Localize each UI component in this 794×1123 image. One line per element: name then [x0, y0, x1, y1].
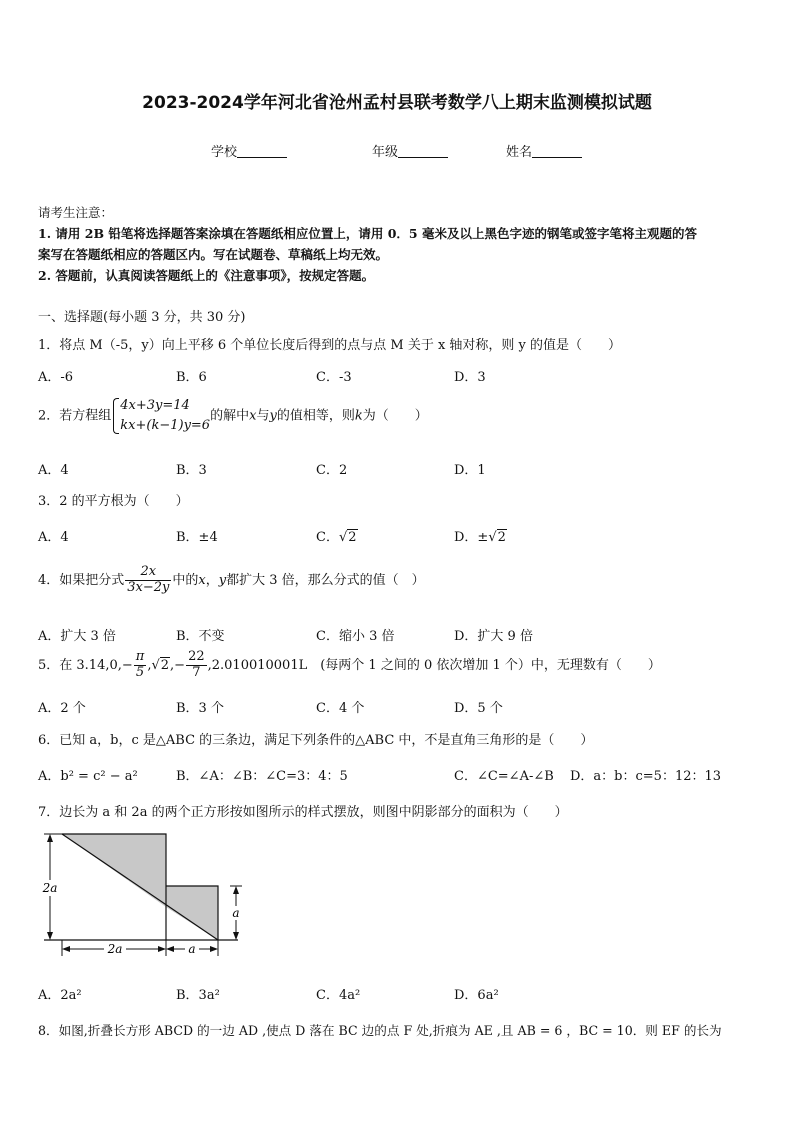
name-blank — [532, 143, 582, 158]
arrow-down — [233, 932, 239, 940]
exam-title: 2023-2024学年河北省沧州孟村县联考数学八上期末监测模拟试题 — [142, 93, 652, 113]
bottom-label-2a: 2a — [107, 942, 123, 956]
name-field — [506, 141, 582, 160]
sqrt-2: √2 — [338, 530, 357, 545]
q3-option-b: B．±4 — [176, 530, 218, 545]
question-5 — [38, 650, 661, 681]
q4-y: y — [218, 572, 227, 588]
q2-k: k — [354, 408, 363, 424]
school-blank — [237, 143, 287, 158]
q3-option-d — [454, 526, 507, 545]
q2-tail: 的值相等，则 — [276, 408, 355, 424]
fraction-22-over-7 — [186, 650, 207, 681]
notice-line-1: 1. 请用 2B 铅笔将选择题答案涂填在答题纸相应位置上，请用 0．5 毫米及以上黑色字迹的钢笔或签字笔将主观题的答 — [38, 226, 697, 241]
q4-option-b: B．不变 — [176, 629, 225, 644]
q7-option-a: A．2a² — [38, 988, 82, 1003]
arrow-down — [47, 932, 53, 940]
q2-option-a: A．4 — [38, 463, 69, 478]
sqrt-2: √2 — [488, 530, 506, 545]
radicand: 2 — [160, 657, 170, 673]
q2-and: 与 — [256, 408, 270, 424]
q2-y: y — [269, 408, 277, 424]
arrow-right — [158, 946, 166, 952]
arrow-left — [62, 946, 70, 952]
fraction-pi-over-5 — [134, 650, 147, 681]
q1-option-d: D．3 — [454, 370, 486, 385]
q4-prefix: 4．如果把分式 — [38, 572, 125, 588]
question-2 — [38, 396, 428, 436]
fraction — [125, 565, 171, 596]
denominator: 7 — [192, 664, 201, 680]
q7-option-d: D．6a² — [454, 988, 499, 1003]
q4-mid: 中的 — [172, 572, 199, 588]
q4-option-a: A．扩大 3 倍 — [38, 629, 116, 644]
q3-option-a: A．4 — [38, 530, 69, 545]
q5-prefix: 5．在 3.14,0,− — [38, 657, 133, 673]
q1-option-b: B．6 — [176, 370, 207, 385]
shaded-region-right — [166, 886, 218, 940]
q1-option-a: A．-6 — [38, 370, 74, 385]
section-heading: 一、选择题(每小题 3 分，共 30 分) — [38, 310, 246, 325]
q5-option-d: D．5 个 — [454, 701, 503, 716]
q2-option-b: B．3 — [176, 463, 207, 478]
q5-option-c: C．4 个 — [316, 701, 365, 716]
question-6: 6．已知 a，b，c 是△ABC 的三条边，满足下列条件的△ABC 中，不是直角三角形的是（ ） — [38, 733, 594, 748]
q6-option-c: C．∠C=∠A-∠B — [454, 769, 554, 784]
q4-sep: ， — [205, 572, 219, 588]
equation-system — [111, 396, 210, 436]
arrow-right — [210, 946, 218, 952]
question-3: 3．2 的平方根为（ ） — [38, 494, 189, 509]
grade-blank — [398, 143, 448, 158]
q3-option-c-label: C． — [316, 530, 339, 545]
comma-minus: ,− — [170, 657, 186, 673]
bottom-label-a: a — [188, 942, 196, 956]
question-7: 7．边长为 a 和 2a 的两个正方形按如图所示的样式摆放，则图中阴影部分的面积为（ ） — [38, 805, 568, 820]
q4-option-d: D．扩大 9 倍 — [454, 629, 533, 644]
radicand: 2 — [348, 530, 357, 545]
q5-option-a: A．2 个 — [38, 701, 86, 716]
q5-option-b: B．3 个 — [176, 701, 224, 716]
q3-option-c — [316, 526, 358, 545]
q1-option-c: C．-3 — [316, 370, 352, 385]
comma: , — [147, 657, 152, 673]
grade-label: 年级 — [372, 145, 399, 160]
numerator: 2x — [125, 565, 171, 581]
q7-option-b: B．3a² — [176, 988, 220, 1003]
question-8: 8．如图,折叠长方形 ABCD 的一边 AD ,使点 D 落在 BC 边的点 F 处,折痕为 AE ,且 AB = 6 ，BC = 10．则 EF 的长为 — [38, 1023, 722, 1038]
denominator: 3x−2y — [127, 579, 170, 595]
question-1: 1．将点 M（-5，y）向上平移 6 个单位长度后得到的点与点 M 关于 x 轴对称，则 y 的值是（ ） — [38, 338, 622, 353]
numerator: π — [135, 649, 145, 664]
grade-field — [372, 141, 448, 160]
arrow-up — [233, 886, 239, 894]
q4-tail: 都扩大 3 倍，那么分式的值（ ） — [226, 572, 425, 588]
arrow-up — [47, 834, 53, 842]
q2-prefix: 2．若方程组 — [38, 408, 112, 424]
q6-option-a: A．b² = c² − a² — [38, 769, 138, 784]
name-label: 姓名 — [506, 145, 533, 160]
q7-option-c: C．4a² — [316, 988, 361, 1003]
q6-option-b: B．∠A：∠B：∠C=3：4：5 — [176, 769, 348, 784]
arrow-left — [166, 946, 174, 952]
equation-2: kx+(k−1)y=6 — [120, 418, 211, 434]
question-4 — [38, 565, 425, 596]
q4-x: x — [198, 572, 206, 588]
equation-1: 4x+3y=14 — [120, 398, 190, 413]
sqrt-2: √2 — [151, 657, 170, 673]
notice-line-1b: 案写在答题纸相应的答题区内。写在试题卷、草稿纸上均无效。 — [38, 247, 389, 262]
q6-option-d: D．a：b：c=5：12：13 — [570, 769, 722, 784]
q2-option-d: D．1 — [454, 463, 486, 478]
q2-x: x — [249, 408, 257, 424]
q2-mid: 的解中 — [210, 408, 250, 424]
school-label: 学校 — [211, 145, 238, 160]
q3-option-d-label: D．± — [454, 530, 489, 545]
right-label-a: a — [232, 906, 240, 920]
q2-end: 为（ ） — [362, 408, 428, 424]
left-label-2a: 2a — [42, 881, 58, 895]
school-field — [211, 141, 287, 160]
q4-option-c: C．缩小 3 倍 — [316, 629, 395, 644]
notice-line-2: 2. 答题前，认真阅读答题纸上的《注意事项》，按规定答题。 — [38, 268, 375, 283]
q5-tail: ,2.010010001L (每两个 1 之间的 0 依次增加 1 个）中，无理数有（ ） — [207, 657, 661, 673]
squares-figure — [30, 828, 250, 960]
q2-option-c: C．2 — [316, 463, 348, 478]
numerator: 22 — [188, 649, 205, 664]
notice-heading: 请考生注意： — [38, 205, 114, 220]
radicand: 2 — [497, 530, 506, 545]
denominator: 5 — [135, 664, 145, 680]
